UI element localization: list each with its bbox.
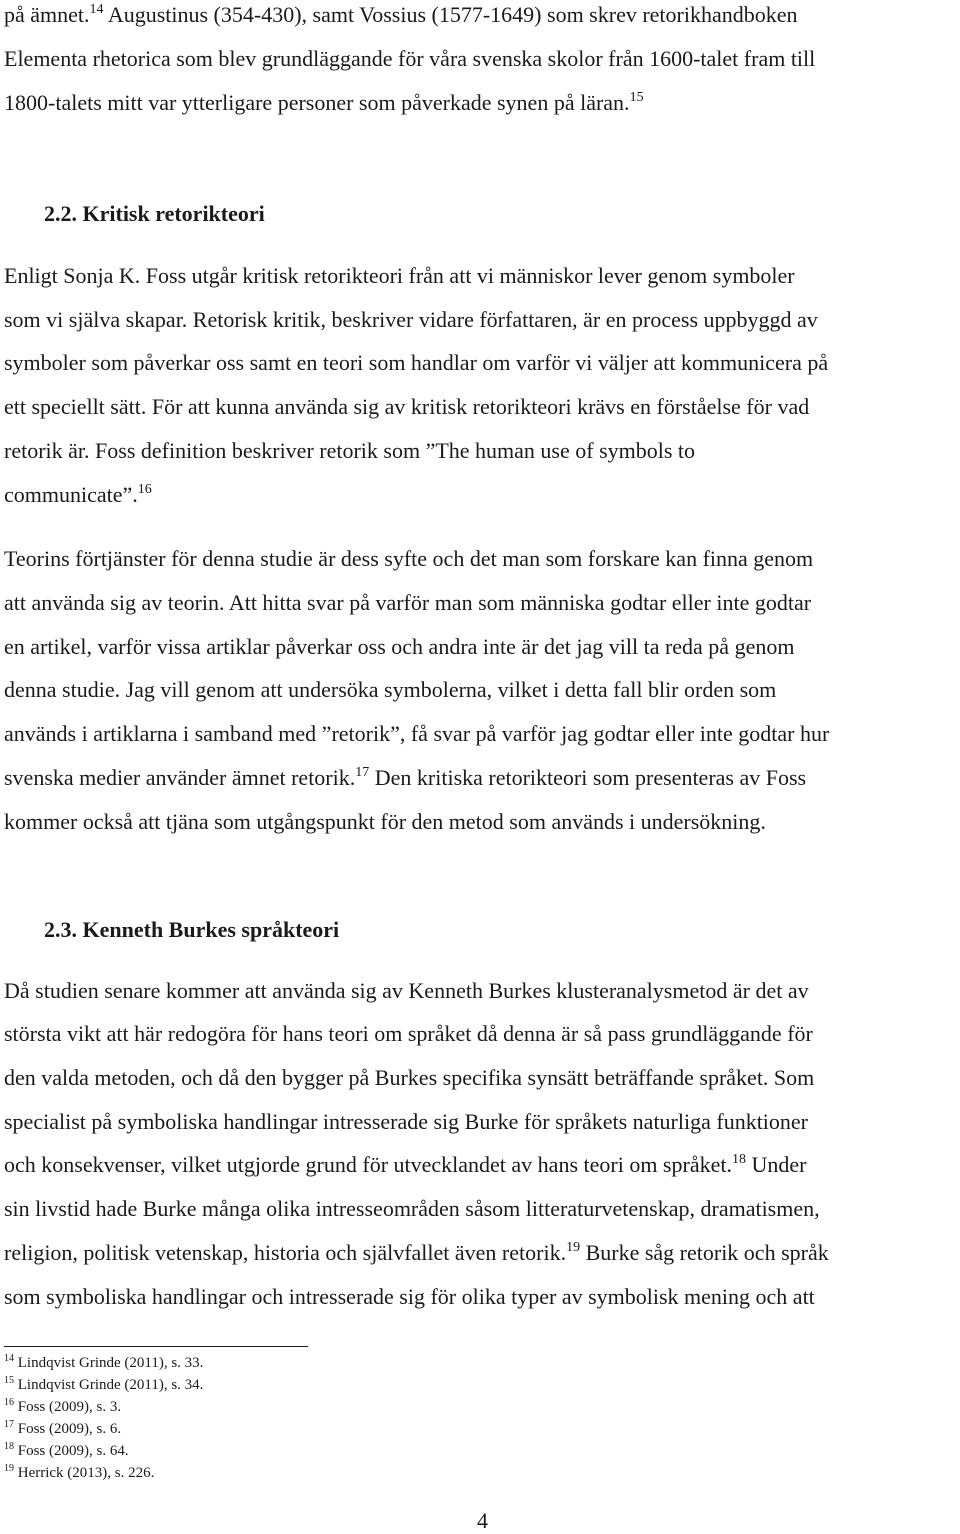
- body-line: att använda sig av teorin. Att hitta svar på varför man som människa godtar eller inte godtar: [4, 590, 812, 615]
- body-line: som vi själva skapar. Retorisk kritik, beskriver vidare författaren, är en process uppbyggd av: [4, 307, 818, 332]
- section-heading: 2.3. Kenneth Burkes språkteori: [44, 917, 340, 942]
- body-line: kommer också att tjäna som utgångspunkt för den metod som används i undersökning.: [4, 809, 766, 834]
- body-line: Enligt Sonja K. Foss utgår kritisk retorikteori från att vi människor lever genom symboler: [4, 263, 795, 288]
- footnote-ref[interactable]: 15: [629, 90, 644, 105]
- footnote: $^{18}$ Foss (2009), s. 64.: [4, 1441, 129, 1459]
- body-line: Då studien senare kommer att använda sig av Kenneth Burkes klusteranalysmetod är det av: [4, 978, 809, 1003]
- body-line: 1800-talets mitt var ytterligare personer som påverkade synen på läran.$^{15}$: [4, 90, 644, 115]
- footnote: $^{15}$ Lindqvist Grinde (2011), s. 34.: [4, 1375, 204, 1393]
- body-line: Elementa rhetorica som blev grundläggande för våra svenska skolor från 1600-talet fram till: [4, 46, 816, 71]
- footnote: $^{14}$ Lindqvist Grinde (2011), s. 33.: [4, 1353, 204, 1371]
- body-line: retorik är. Foss definition beskriver retorik som ”The human use of symbols to: [4, 438, 696, 463]
- body-line: religion, politisk vetenskap, historia och självfallet även retorik.$^{19}$ Burke såg retorik och språk: [4, 1240, 829, 1265]
- body-line: denna studie. Jag vill genom att undersöka symbolerna, vilket i detta fall blir orden som: [4, 677, 777, 702]
- footnote: $^{19}$ Herrick (2013), s. 226.: [4, 1463, 155, 1481]
- body-line: symboler som påverkar oss samt en teori som handlar om varför vi väljer att kommunicera på: [4, 350, 829, 375]
- body-line: specialist på symboliska handlingar intresserade sig Burke för språkets naturliga funktioner: [4, 1109, 809, 1134]
- section-heading: 2.2. Kritisk retorikteori: [44, 201, 265, 226]
- body-line: ett speciellt sätt. För att kunna använda sig av kritisk retorikteori krävs en förståelse för vad: [4, 394, 810, 419]
- body-line: sin livstid hade Burke många olika intresseområden såsom litteraturvetenskap, dramatismen,: [4, 1196, 820, 1221]
- body-line: en artikel, varför vissa artiklar påverkar oss och andra inte är det jag vill ta reda på genom: [4, 634, 795, 659]
- body-line: Teorins förtjänster för denna studie är dess syfte och det man som forskare kan finna genom: [4, 546, 814, 571]
- footnote-ref[interactable]: 18: [731, 1152, 746, 1167]
- footnote-ref[interactable]: 14: [89, 2, 104, 17]
- body-line: används i artiklarna i samband med ”retorik”, få svar på varför jag godtar eller inte godtar hur: [4, 721, 830, 746]
- footnote-ref[interactable]: 17: [355, 765, 370, 780]
- page-number: 4: [477, 1508, 488, 1533]
- body-line: svenska medier använder ämnet retorik.$^{17}$ Den kritiska retorikteori som presenteras av Foss: [4, 765, 807, 790]
- body-line: på ämnet.$^{14}$ Augustinus (354-430), samt Vossius (1577-1649) som skrev retorikhandboken: [4, 2, 798, 27]
- body-line: och konsekvenser, vilket utgjorde grund för utvecklandet av hans teori om språket.$^{18}$ Under: [4, 1152, 807, 1177]
- body-line: communicate”.$^{16}$: [4, 482, 152, 507]
- footnote-ref[interactable]: 16: [137, 482, 152, 497]
- footnote: $^{17}$ Foss (2009), s. 6.: [4, 1419, 122, 1437]
- footnote-ref[interactable]: 19: [566, 1240, 581, 1255]
- footnote: $^{16}$ Foss (2009), s. 3.: [4, 1397, 122, 1415]
- body-line: den valda metoden, och då den bygger på Burkes specifika synsätt beträffande språket. Som: [4, 1065, 815, 1090]
- body-line: som symboliska handlingar och intresserade sig för olika typer av symbolisk mening och att: [4, 1284, 815, 1309]
- body-line: största vikt att här redogöra för hans teori om språket då denna är så pass grundläggande för: [4, 1021, 813, 1046]
- footnote-separator: [4, 1346, 308, 1347]
